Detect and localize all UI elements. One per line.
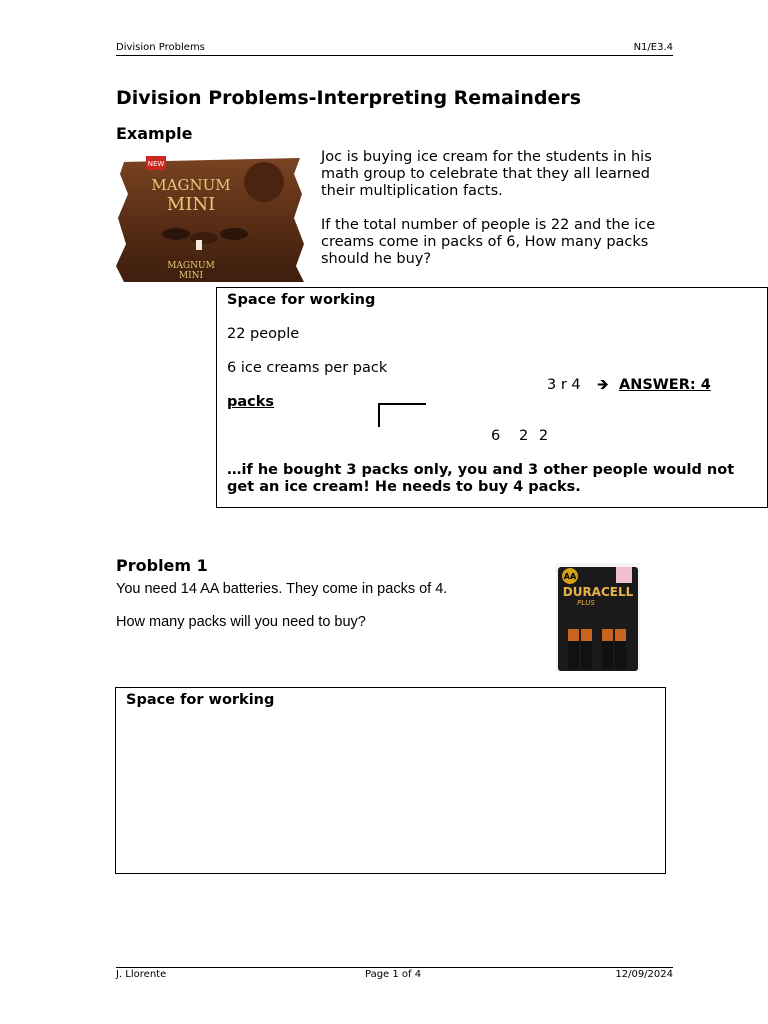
problem-1-heading: Problem 1 [116, 556, 208, 575]
division-bracket [378, 403, 426, 427]
battery-sub: PLUS [577, 599, 595, 607]
working-divisor: 6 [491, 428, 501, 444]
example-working-box [216, 287, 768, 508]
footer-page-number: Page 1 of 4 [365, 969, 422, 980]
working-line-1: 22 people [227, 326, 300, 342]
right-arrow-icon: 🡺 [597, 377, 609, 393]
working-conclusion: …if he bought 3 packs only, you and 3 other people would not get an ice cream! He needs to buy 4 packs. [227, 462, 735, 495]
working-answer: ANSWER: 4 [619, 377, 711, 393]
working-dividend: 2 2 [519, 428, 549, 444]
ice-cream-badge: NEW [147, 160, 165, 168]
footer-rule [116, 967, 673, 968]
example-working-title: Space for working [227, 292, 376, 308]
problem-1-working-box[interactable] [115, 687, 666, 874]
ice-cream-sub: MINI [166, 194, 216, 215]
footer-author: J. Llorente [116, 969, 167, 980]
header-left: Division Problems [116, 42, 205, 53]
problem-1-line-1: You need 14 AA batteries. They come in packs of 4. [116, 581, 448, 597]
svg-text:MINI: MINI [178, 271, 204, 281]
ice-cream-box-icon [116, 154, 308, 286]
example-heading: Example [116, 124, 193, 143]
working-answer-suffix: packs [227, 394, 275, 410]
svg-text:MAGNUM: MAGNUM [167, 261, 215, 271]
footer-date: 12/09/2024 [615, 969, 673, 980]
header-rule [116, 55, 673, 56]
example-paragraph-2: If the total number of people is 22 and the ice creams come in packs of 6, How many packs should he buy? [321, 217, 656, 267]
battery-pack-icon [556, 563, 640, 671]
working-quotient: 3 r 4 [547, 377, 581, 393]
working-line-2: 6 ice creams per pack [227, 360, 388, 376]
page-title: Division Problems-Interpreting Remainders [116, 87, 582, 109]
example-paragraph-1: Joc is buying ice cream for the students in his math group to celebrate that they all learned their multiplication facts. [321, 149, 652, 199]
ice-cream-brand: MAGNUM [151, 176, 231, 194]
problem-1-working-title: Space for working [126, 692, 275, 708]
battery-size: AA [563, 572, 577, 581]
problem-1-line-2: How many packs will you need to buy? [116, 614, 366, 630]
header-right: N1/E3.4 [633, 42, 673, 53]
battery-brand: DURACELL [562, 585, 634, 599]
